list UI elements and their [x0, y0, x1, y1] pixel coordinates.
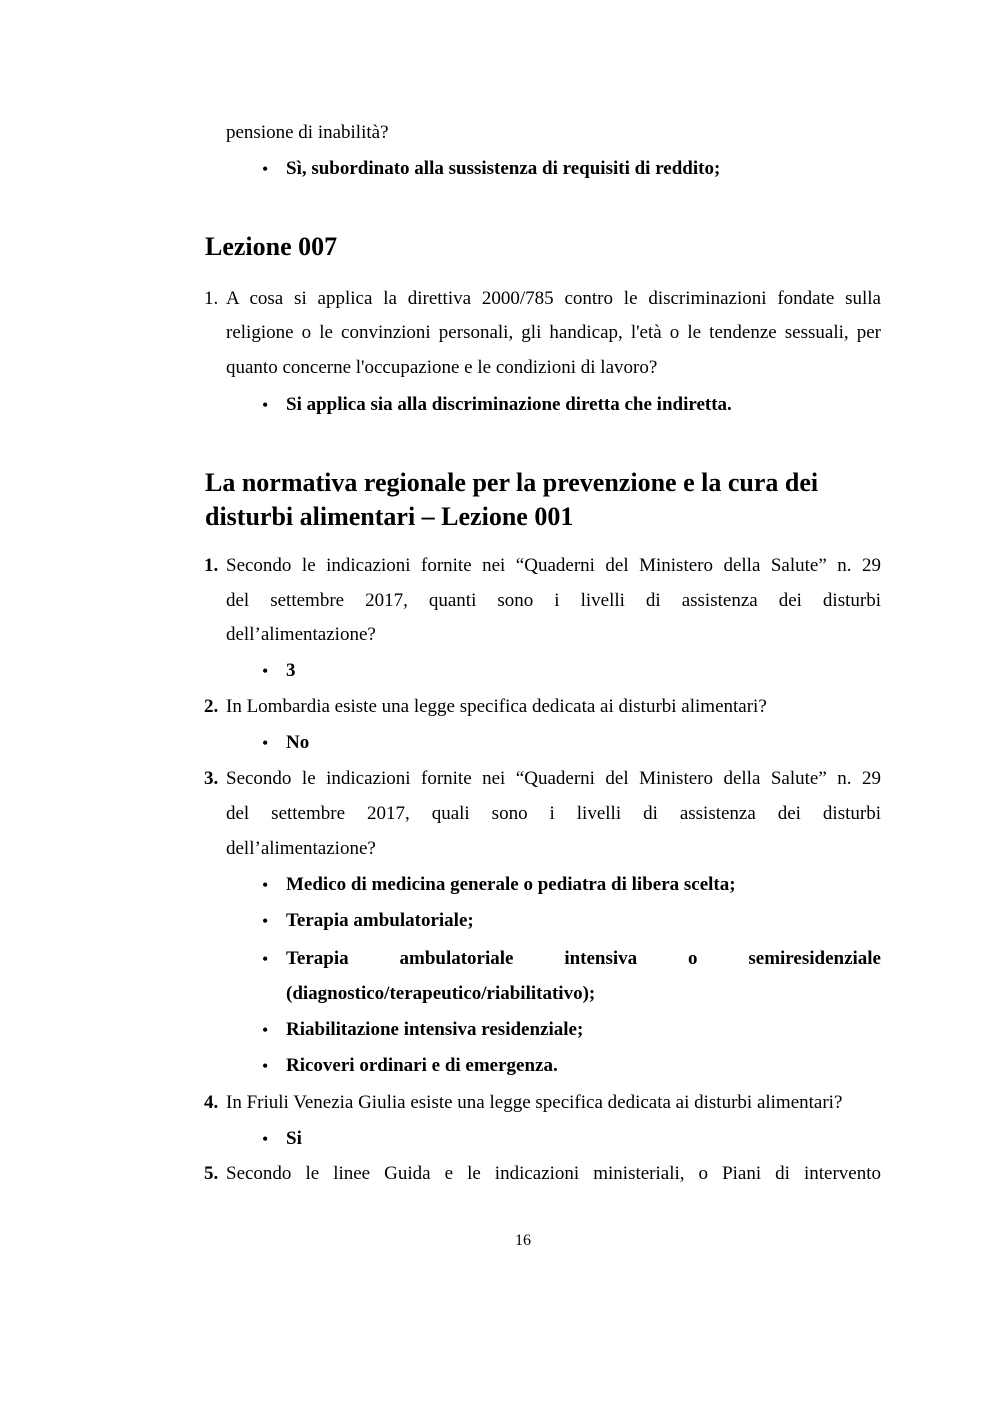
bullet-icon: • — [262, 1129, 269, 1149]
section-heading: disturbi alimentari – Lezione 001 — [205, 502, 574, 531]
question-text: In Friuli Venezia Giulia esiste una legge specifica dedicata ai disturbi alimentari? — [226, 1092, 843, 1113]
question-number: 5. — [204, 1163, 219, 1184]
bullet-icon: • — [262, 949, 269, 969]
question-number: 1. — [204, 555, 219, 576]
question-text: Secondo le linee Guida e le indicazioni ministeriali, o Piani di intervento — [226, 1163, 881, 1184]
page-number: 16 — [515, 1232, 531, 1249]
answer-text: Riabilitazione intensiva residenziale; — [286, 1019, 584, 1040]
section-heading: La normativa regionale per la prevenzione e la cura dei — [205, 468, 819, 497]
answer-text: 3 — [286, 660, 296, 681]
answer-text: Si applica sia alla discriminazione diretta che indiretta. — [286, 394, 732, 415]
question-text: dell’alimentazione? — [226, 624, 376, 645]
question-text: Secondo le indicazioni fornite nei “Quaderni del Ministero della Salute” n. 29 — [226, 555, 881, 576]
question-text: del settembre 2017, quali sono i livelli di assistenza dei disturbi — [226, 803, 881, 824]
answer-text: Si — [286, 1128, 302, 1149]
question-number: 1. — [204, 288, 219, 309]
answer-text: Terapia ambulatoriale intensiva o semiresidenziale — [286, 948, 881, 969]
text-line: pensione di inabilità? — [226, 122, 389, 143]
question-number: 3. — [204, 768, 219, 789]
question-text: del settembre 2017, quanti sono i livelli di assistenza dei disturbi — [226, 590, 881, 611]
bullet-icon: • — [262, 661, 269, 681]
answer-text: (diagnostico/terapeutico/riabilitativo); — [286, 983, 596, 1004]
question-text: dell’alimentazione? — [226, 838, 376, 859]
bullet-icon: • — [262, 911, 269, 931]
question-number: 2. — [204, 696, 219, 717]
bullet-icon: • — [262, 395, 269, 415]
bullet-icon: • — [262, 159, 269, 179]
question-number: 4. — [204, 1092, 219, 1113]
bullet-icon: • — [262, 1056, 269, 1076]
bullet-icon: • — [262, 875, 269, 895]
answer-text: Medico di medicina generale o pediatra di libera scelta; — [286, 874, 736, 895]
question-text: religione o le convinzioni personali, gli handicap, l'età o le tendenze sessuali, per — [226, 322, 881, 343]
answer-text: Sì, subordinato alla sussistenza di requisiti di reddito; — [286, 158, 721, 179]
question-text: A cosa si applica la direttiva 2000/785 contro le discriminazioni fondate sulla — [226, 288, 881, 309]
question-text: quanto concerne l'occupazione e le condizioni di lavoro? — [226, 357, 658, 378]
bullet-icon: • — [262, 733, 269, 753]
section-heading: Lezione 007 — [205, 232, 338, 261]
bullet-icon: • — [262, 1020, 269, 1040]
question-text: In Lombardia esiste una legge specifica dedicata ai disturbi alimentari? — [226, 696, 767, 717]
answer-text: Terapia ambulatoriale; — [286, 910, 474, 931]
answer-text: Ricoveri ordinari e di emergenza. — [286, 1055, 558, 1076]
answer-text: No — [286, 732, 310, 753]
question-text: Secondo le indicazioni fornite nei “Quaderni del Ministero della Salute” n. 29 — [226, 768, 881, 789]
